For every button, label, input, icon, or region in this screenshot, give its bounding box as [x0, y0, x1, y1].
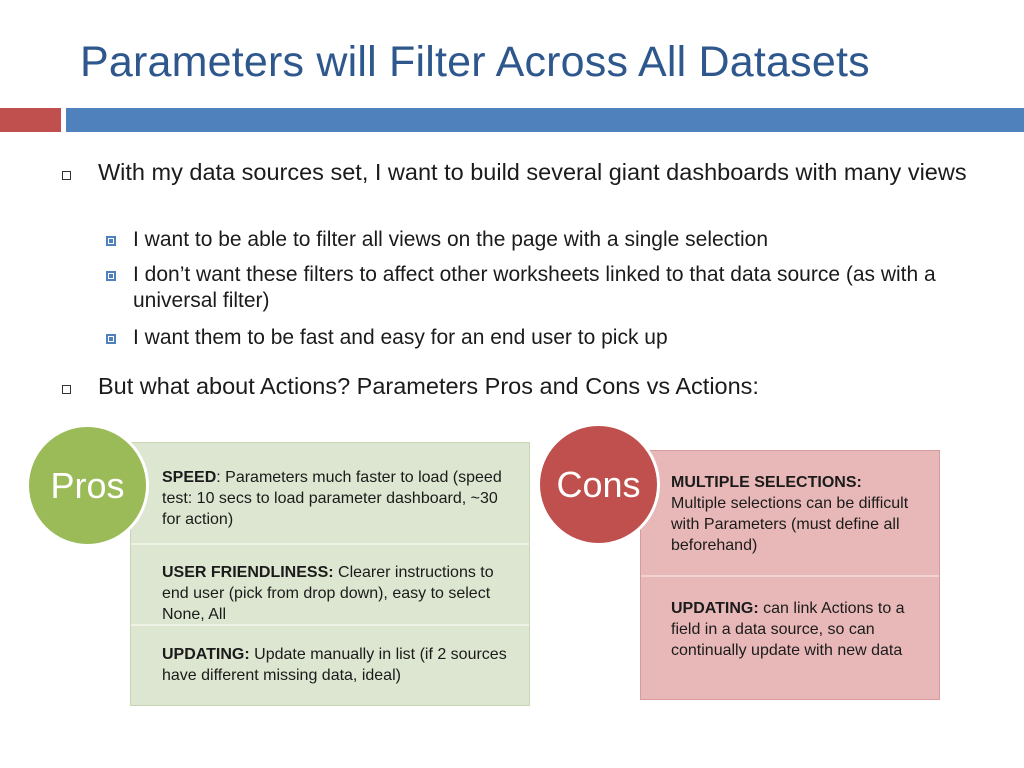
filled-square-bullet-icon: [106, 271, 116, 281]
pros-divider: [131, 543, 529, 545]
bullet-item: [62, 371, 962, 403]
pros-item-heading: SPEED: [162, 469, 217, 486]
filled-square-bullet-icon: [106, 334, 116, 344]
pros-item-text: Clearer instructions to end user (pick from drop down), easy to select None, All: [162, 564, 494, 623]
square-bullet-icon: [62, 385, 71, 394]
cons-box: [640, 450, 940, 700]
sub-bullet-item: [106, 325, 966, 353]
bullet-text: But what about Actions? Parameters Pros and Cons vs Actions:: [98, 373, 759, 399]
bullet-item: [62, 157, 967, 219]
sub-bullet-text: I want them to be fast and easy for an end user to pick up: [133, 326, 668, 349]
cons-item-updating: [671, 598, 921, 661]
pros-box: [130, 442, 530, 706]
cons-circle: [537, 423, 660, 546]
pros-divider: [131, 624, 529, 626]
square-bullet-icon: [62, 171, 71, 180]
pros-item-heading: UPDATING:: [162, 646, 250, 663]
cons-item-heading: UPDATING:: [671, 600, 759, 617]
sub-bullet-item: [106, 227, 966, 255]
sub-bullet-text: I want to be able to filter all views on the page with a single selection: [133, 228, 769, 251]
cons-item-multiple-selections: [671, 472, 921, 556]
pros-item-user-friendliness: [162, 562, 517, 625]
pros-item-text: : Parameters much faster to load (speed test: 10 secs to load parameter dashboard, ~30 for action): [162, 469, 502, 528]
sub-bullet-text: I don’t want these filters to affect other worksheets linked to that data source (as with a universal filter): [133, 263, 936, 312]
pros-item-text: Update manually in list (if 2 sources have different missing data, ideal): [162, 646, 507, 684]
cons-label: Cons: [556, 463, 641, 505]
slide-title: Parameters will Filter Across All Datasets: [80, 38, 870, 86]
bullet-text: With my data sources set, I want to build several giant dashboards with many views: [98, 159, 967, 185]
cons-item-heading: MULTIPLE SELECTIONS:: [671, 474, 862, 491]
cons-divider: [641, 575, 939, 577]
pros-circle: [26, 424, 149, 547]
pros-item-heading: USER FRIENDLINESS:: [162, 564, 334, 581]
pros-item-updating: [162, 644, 517, 686]
sub-bullet-item: [106, 262, 966, 316]
cons-item-text: can link Actions to a field in a data source, so can continually update with new data: [671, 600, 905, 659]
pros-item-speed: [162, 467, 507, 530]
pros-label: Pros: [50, 464, 125, 506]
accent-bar-blue: [66, 108, 1024, 132]
cons-item-text: Multiple selections can be difficult with Parameters (must define all beforehand): [671, 495, 909, 554]
accent-bar-red: [0, 108, 61, 132]
filled-square-bullet-icon: [106, 236, 116, 246]
